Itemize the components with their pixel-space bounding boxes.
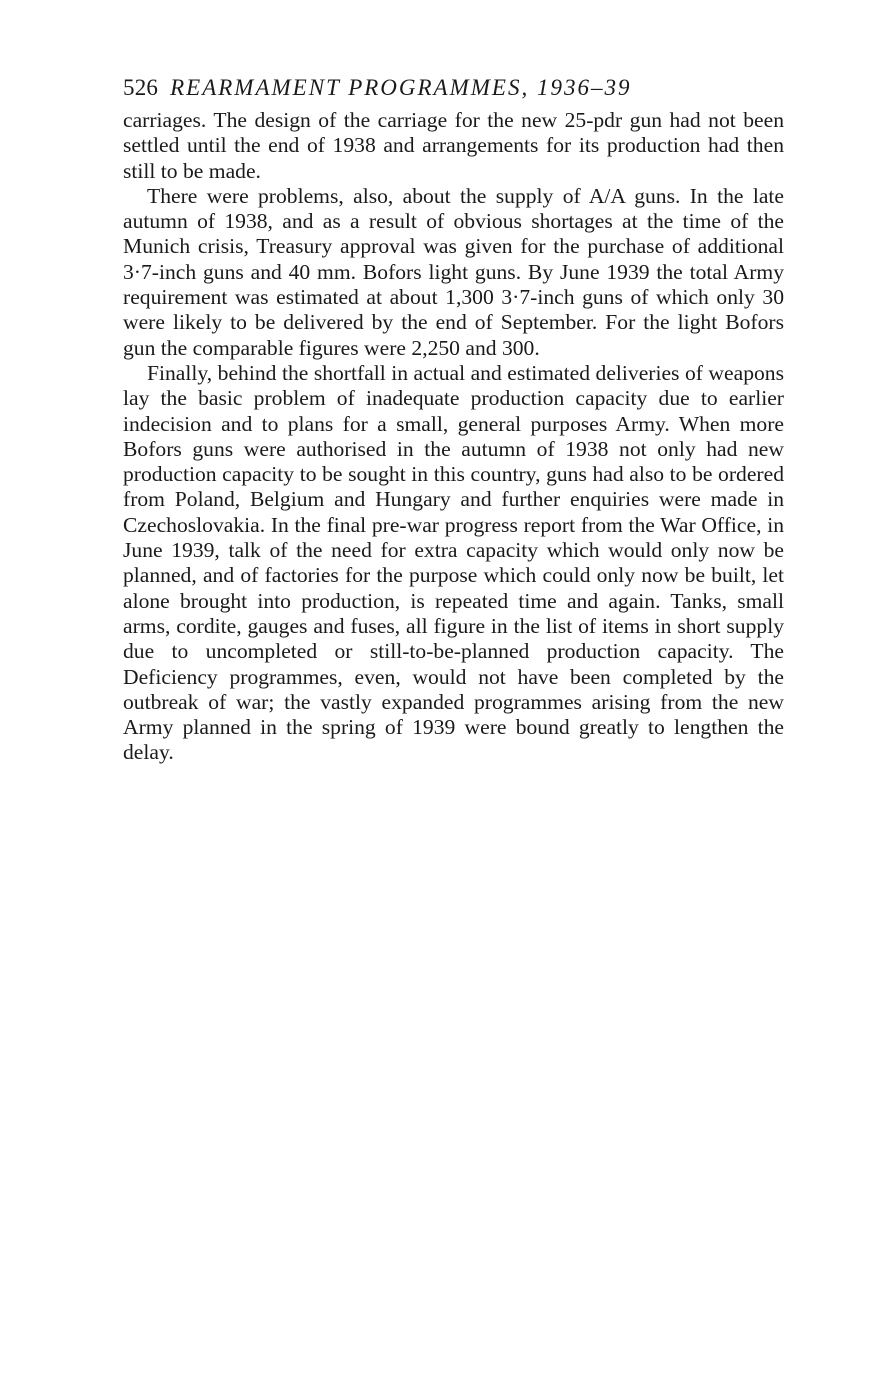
paragraph-aa-guns: There were problems, also, about the supply of A/A guns. In the late autumn of 1938, and as a result of obvious shortages at the time of the Munich crisis, Treasury approval was given for the purchase of additional 3·7-inch guns and 40 mm. Bofors light guns. By June 1939 the total Army requirement was estimated at about 1,300 3·7-inch guns of which only 30 were likely to be delivered by the end of September. For the light Bofors gun the comparable figures were 2,250 and 300.: [123, 183, 784, 360]
book-page: [123, 72, 784, 766]
paragraph-production-capacity: Finally, behind the shortfall in actual and estimated deliveries of weapons lay the basic problem of inadequate production capacity due to earlier indecision and to plans for a small, general purposes Army. When more Bofors guns were authorised in the autumn of 1938 not only had new production capacity to be sought in this country, guns had also to be ordered from Poland, Belgium and Hungary and further enquiries were made in Czechoslovakia. In the final pre-war progress report from the War Office, in June 1939, talk of the need for extra capacity which would only now be planned, and of factories for the purpose which could only now be built, let alone brought into production, is repeated time and again. Tanks, small arms, cordite, gauges and fuses, all figure in the list of items in short supply due to uncompleted or still-to-be-planned production capacity. The Deficiency programmes, even, would not have been completed by the outbreak of war; the vastly expanded programmes arising from the new Army planned in the spring of 1939 were bound greatly to lengthen the delay.: [123, 360, 784, 765]
running-head: [123, 72, 784, 104]
paragraph-continuation: carriages. The design of the carriage for the new 25-pdr gun had not been settled until the end of 1938 and arrangements for its production had then still to be made.: [123, 108, 784, 183]
running-title: REARMAMENT PROGRAMMES, 1936–39: [170, 75, 632, 100]
page-number: 526: [123, 75, 159, 100]
body-text: [123, 108, 784, 766]
